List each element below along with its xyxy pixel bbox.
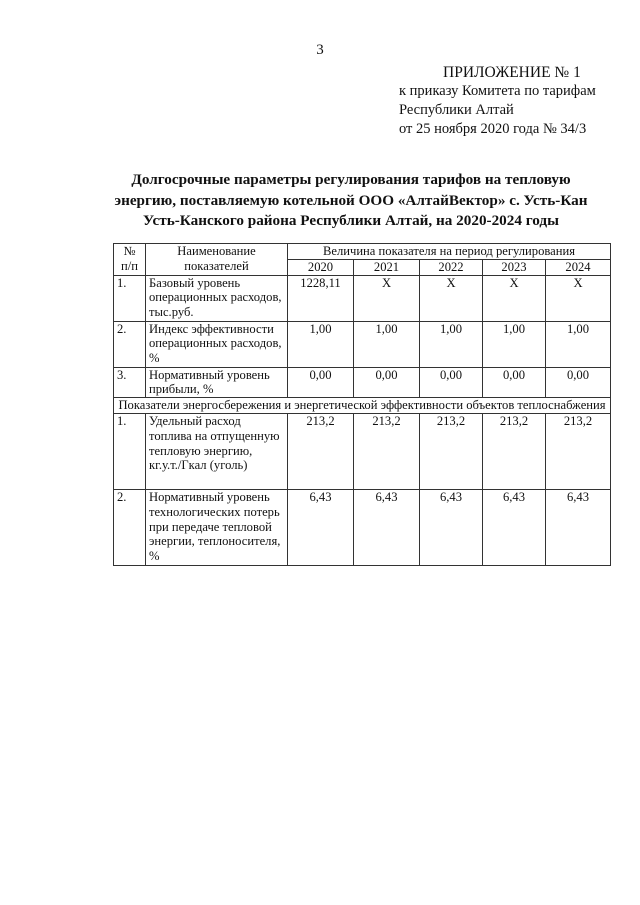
header-name — [146, 244, 288, 276]
row-name: Базовый уровень операционных расходов, тыс.руб. — [146, 275, 288, 321]
row-value: 213,2 — [354, 413, 420, 489]
section-title: Показатели энергосбережения и энергетической эффективности объектов теплоснабжения — [114, 398, 611, 414]
row-value: 6,43 — [288, 489, 354, 565]
row-value: Х — [546, 275, 611, 321]
header-name-line1: Наименование — [177, 244, 256, 258]
header-number-line1: № — [123, 244, 136, 258]
row-value: Х — [420, 275, 483, 321]
row-value: 213,2 — [546, 413, 611, 489]
row-number: 1. — [114, 413, 146, 489]
header-number-line2: п/п — [121, 258, 138, 273]
table-row — [114, 367, 611, 398]
section-header-row — [114, 398, 611, 414]
row-value: 6,43 — [546, 489, 611, 565]
header-year: 2021 — [354, 259, 420, 275]
header-year: 2024 — [546, 259, 611, 275]
row-value: 1228,11 — [288, 275, 354, 321]
header-year: 2022 — [420, 259, 483, 275]
title-line: Усть-Канского района Республики Алтай, на 2020-2024 годы — [143, 212, 559, 229]
row-value: 1,00 — [483, 321, 546, 367]
header-number — [114, 244, 146, 276]
table-row — [114, 321, 611, 367]
header-period: Величина показателя на период регулирования — [288, 244, 611, 260]
header-year: 2023 — [483, 259, 546, 275]
parameters-table — [113, 243, 611, 566]
row-value: 6,43 — [354, 489, 420, 565]
appendix-line-order: к приказу Комитета по тарифам — [399, 83, 596, 99]
page-number: 3 — [316, 42, 324, 58]
row-value: 0,00 — [546, 367, 611, 398]
row-name: Нормативный уровень прибыли, % — [146, 367, 288, 398]
row-value: 0,00 — [288, 367, 354, 398]
appendix-line-republic: Республики Алтай — [399, 102, 514, 118]
title-line: энергию, поставляемую котельной ООО «АлтайВектор» с. Усть-Кан — [114, 191, 588, 209]
title-line: Долгосрочные параметры регулирования тарифов на тепловую — [131, 171, 571, 188]
appendix-title: ПРИЛОЖЕНИЕ № 1 — [443, 64, 581, 81]
row-value: 0,00 — [354, 367, 420, 398]
row-value: 213,2 — [483, 413, 546, 489]
row-value: Х — [483, 275, 546, 321]
row-number: 2. — [114, 489, 146, 565]
row-name: Индекс эффективности операционных расходов, % — [146, 321, 288, 367]
row-value: 213,2 — [420, 413, 483, 489]
header-name-line2: показателей — [184, 258, 249, 273]
document-title — [110, 170, 592, 232]
row-value: 6,43 — [420, 489, 483, 565]
table-row — [114, 413, 611, 489]
row-value: 1,00 — [288, 321, 354, 367]
row-value: 0,00 — [420, 367, 483, 398]
header-year: 2020 — [288, 259, 354, 275]
row-number: 3. — [114, 367, 146, 398]
row-number: 1. — [114, 275, 146, 321]
row-value: 6,43 — [483, 489, 546, 565]
table-row — [114, 275, 611, 321]
appendix-line-date: от 25 ноября 2020 года № 34/3 — [399, 121, 587, 137]
table-header-row — [114, 244, 611, 260]
table-row — [114, 489, 611, 565]
appendix-block — [399, 63, 596, 139]
row-number: 2. — [114, 321, 146, 367]
row-value: 1,00 — [354, 321, 420, 367]
row-value: 1,00 — [420, 321, 483, 367]
row-name: Нормативный уровень технологических потерь при передаче тепловой энергии, теплоносителя, % — [146, 489, 288, 565]
row-name: Удельный расход топлива на отпущенную тепловую энергию, кг.у.т./Гкал (уголь) — [146, 413, 288, 489]
row-value: 1,00 — [546, 321, 611, 367]
row-value: Х — [354, 275, 420, 321]
row-value: 213,2 — [288, 413, 354, 489]
row-value: 0,00 — [483, 367, 546, 398]
